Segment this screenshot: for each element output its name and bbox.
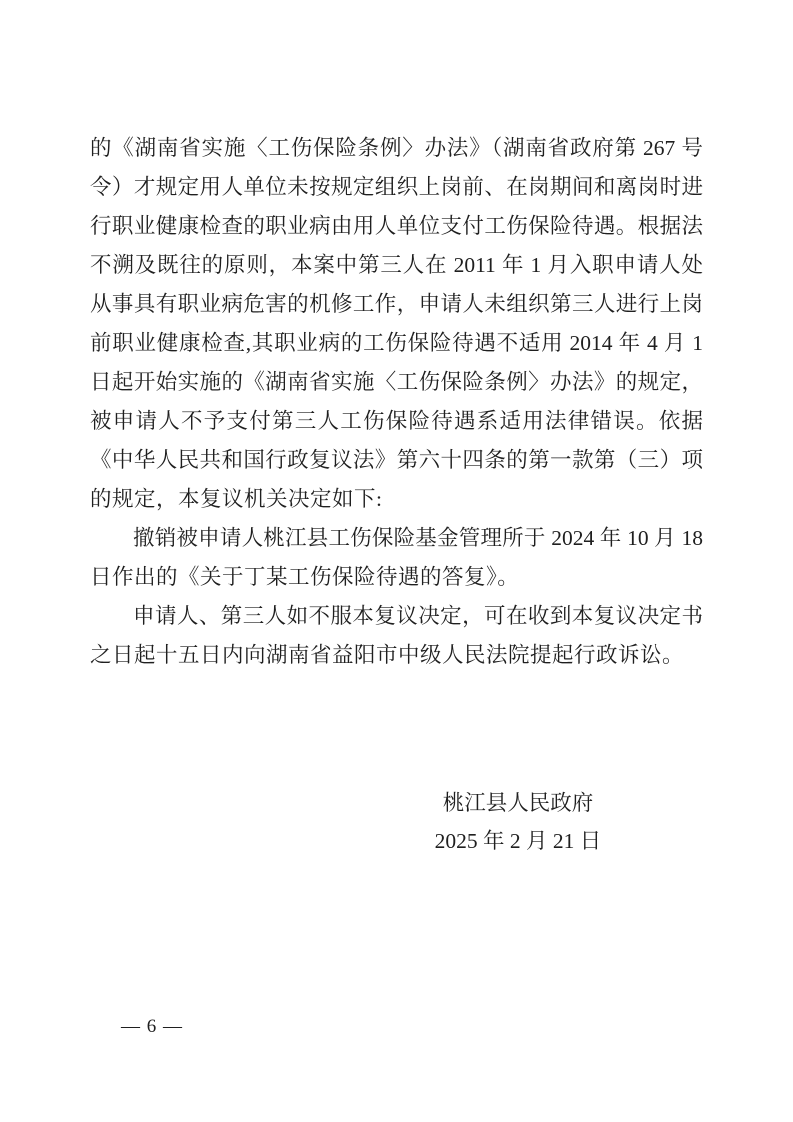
issuer-name: 桃江县人民政府 [442, 791, 594, 815]
body-line: 的规定，本复议机关决定如下: [90, 487, 383, 511]
body-line: 申请人、第三人如不服本复议决定，可在收到本复议决定书 [133, 604, 703, 628]
body-line: 令）才规定用人单位未按规定组织上岗前、在岗期间和离岗时进 [90, 175, 703, 199]
decision-body-text [90, 129, 703, 675]
body-line: 的《湖南省实施〈工伤保险条例〉办法》（湖南省政府第 267 号 [90, 136, 703, 160]
body-line: 行职业健康检查的职业病由用人单位支付工伤保险待遇。根据法 [90, 214, 703, 238]
page-number: — 6 — [121, 1016, 183, 1037]
body-line: 之日起十五日内向湖南省益阳市中级人民法院提起行政诉讼。 [90, 643, 685, 667]
body-line: 日起开始实施的《湖南省实施〈工伤保险条例〉办法》的规定， [90, 370, 703, 394]
body-line: 《中华人民共和国行政复议法》第六十四条的第一款第（三）项 [90, 448, 703, 472]
body-line: 被申请人不予支付第三人工伤保险待遇系适用法律错误。依据 [90, 409, 703, 433]
body-line: 撤销被申请人桃江县工伤保险基金管理所于 2024 年 10 月 18 [133, 526, 703, 550]
signature-block [398, 784, 638, 860]
body-line: 从事具有职业病危害的机修工作，申请人未组织第三人进行上岗 [90, 292, 703, 316]
issue-date: 2025 年 2 月 21 日 [434, 829, 602, 853]
body-line: 日作出的《关于丁某工伤保险待遇的答复》。 [90, 565, 520, 589]
body-line: 不溯及既往的原则，本案中第三人在 2011 年 1 月入职申请人处 [90, 253, 703, 277]
body-line: 前职业健康检查,其职业病的工伤保险待遇不适用 2014 年 4 月 1 [90, 331, 703, 355]
